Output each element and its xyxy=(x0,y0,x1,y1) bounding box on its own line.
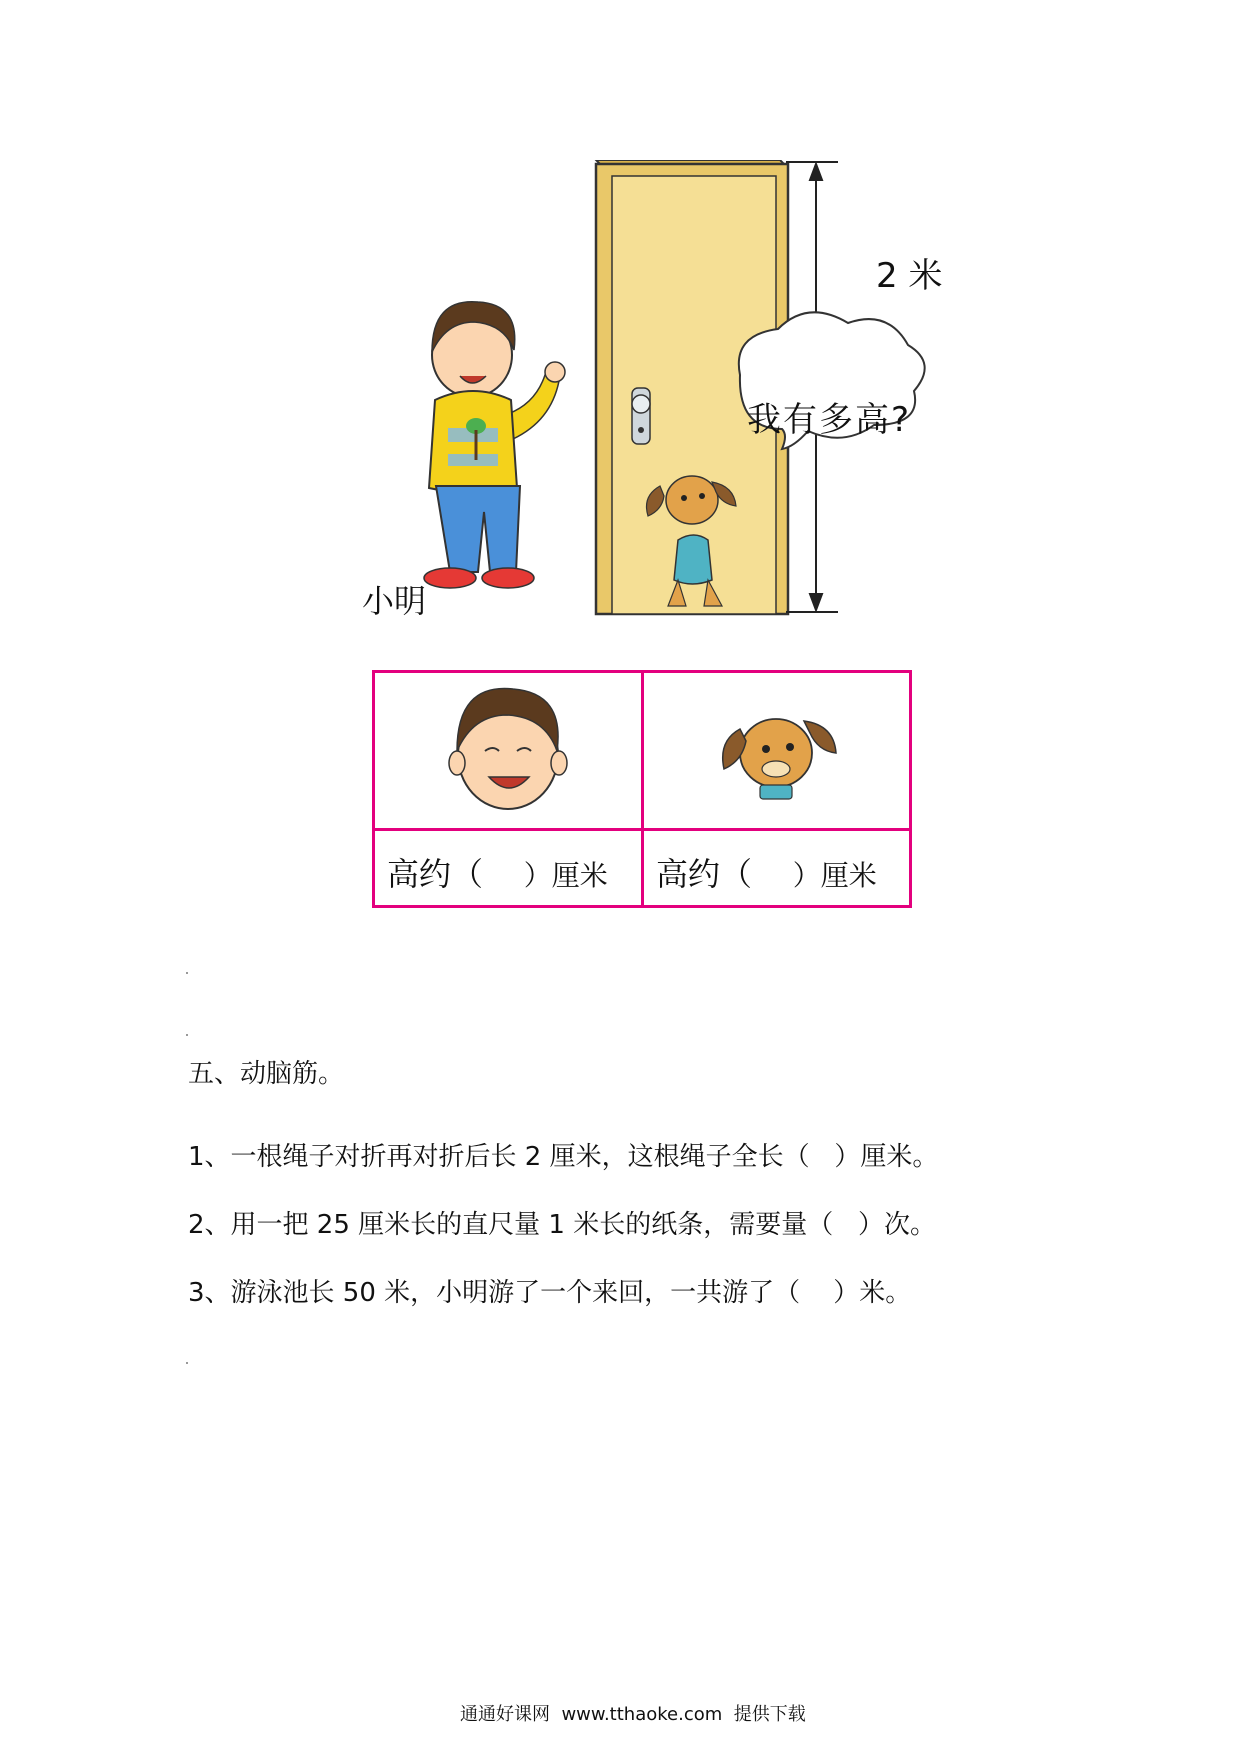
answer-prefix: 高约（ xyxy=(387,855,484,893)
boy-face-cell xyxy=(375,673,644,831)
puppy-face-cell xyxy=(644,673,910,831)
section-title: 五、动脑筋。 xyxy=(188,1059,345,1089)
answer-unit: ）厘米 xyxy=(523,859,608,892)
boy-face-icon xyxy=(375,673,641,828)
scan-dot xyxy=(186,972,188,974)
question-1: 1、一根绳子对折再对折后长 2 厘米，这根绳子全长（ ）厘米。 xyxy=(188,1142,939,1172)
question-2: 2、用一把 25 厘米长的直尺量 1 米长的纸条，需要量（ ）次。 xyxy=(188,1210,937,1240)
height-answer-table xyxy=(372,670,912,908)
footer-credit: 通通好课网 www.tthaoke.com 提供下载 xyxy=(460,1704,806,1725)
puppy-height-answer-cell xyxy=(644,831,910,905)
boy-xiaoming-figure xyxy=(424,302,565,588)
character-name-label: 小明 xyxy=(362,582,427,620)
question-3: 3、游泳池长 50 米，小明游了一个来回，一共游了（ ）米。 xyxy=(188,1278,912,1308)
puppy-face-icon xyxy=(644,673,910,828)
boy-height-answer-cell xyxy=(375,831,644,905)
answer-prefix: 高约（ xyxy=(656,855,753,893)
answer-blank[interactable] xyxy=(752,855,793,893)
answer-unit: ）厘米 xyxy=(792,859,877,892)
speech-bubble-text: 我有多高? xyxy=(747,400,912,440)
door-knob-icon xyxy=(632,395,650,413)
answer-blank[interactable] xyxy=(483,855,524,893)
height-label: 2 米 xyxy=(876,246,942,299)
scan-dot xyxy=(186,1034,188,1036)
scan-dot xyxy=(186,1362,188,1364)
